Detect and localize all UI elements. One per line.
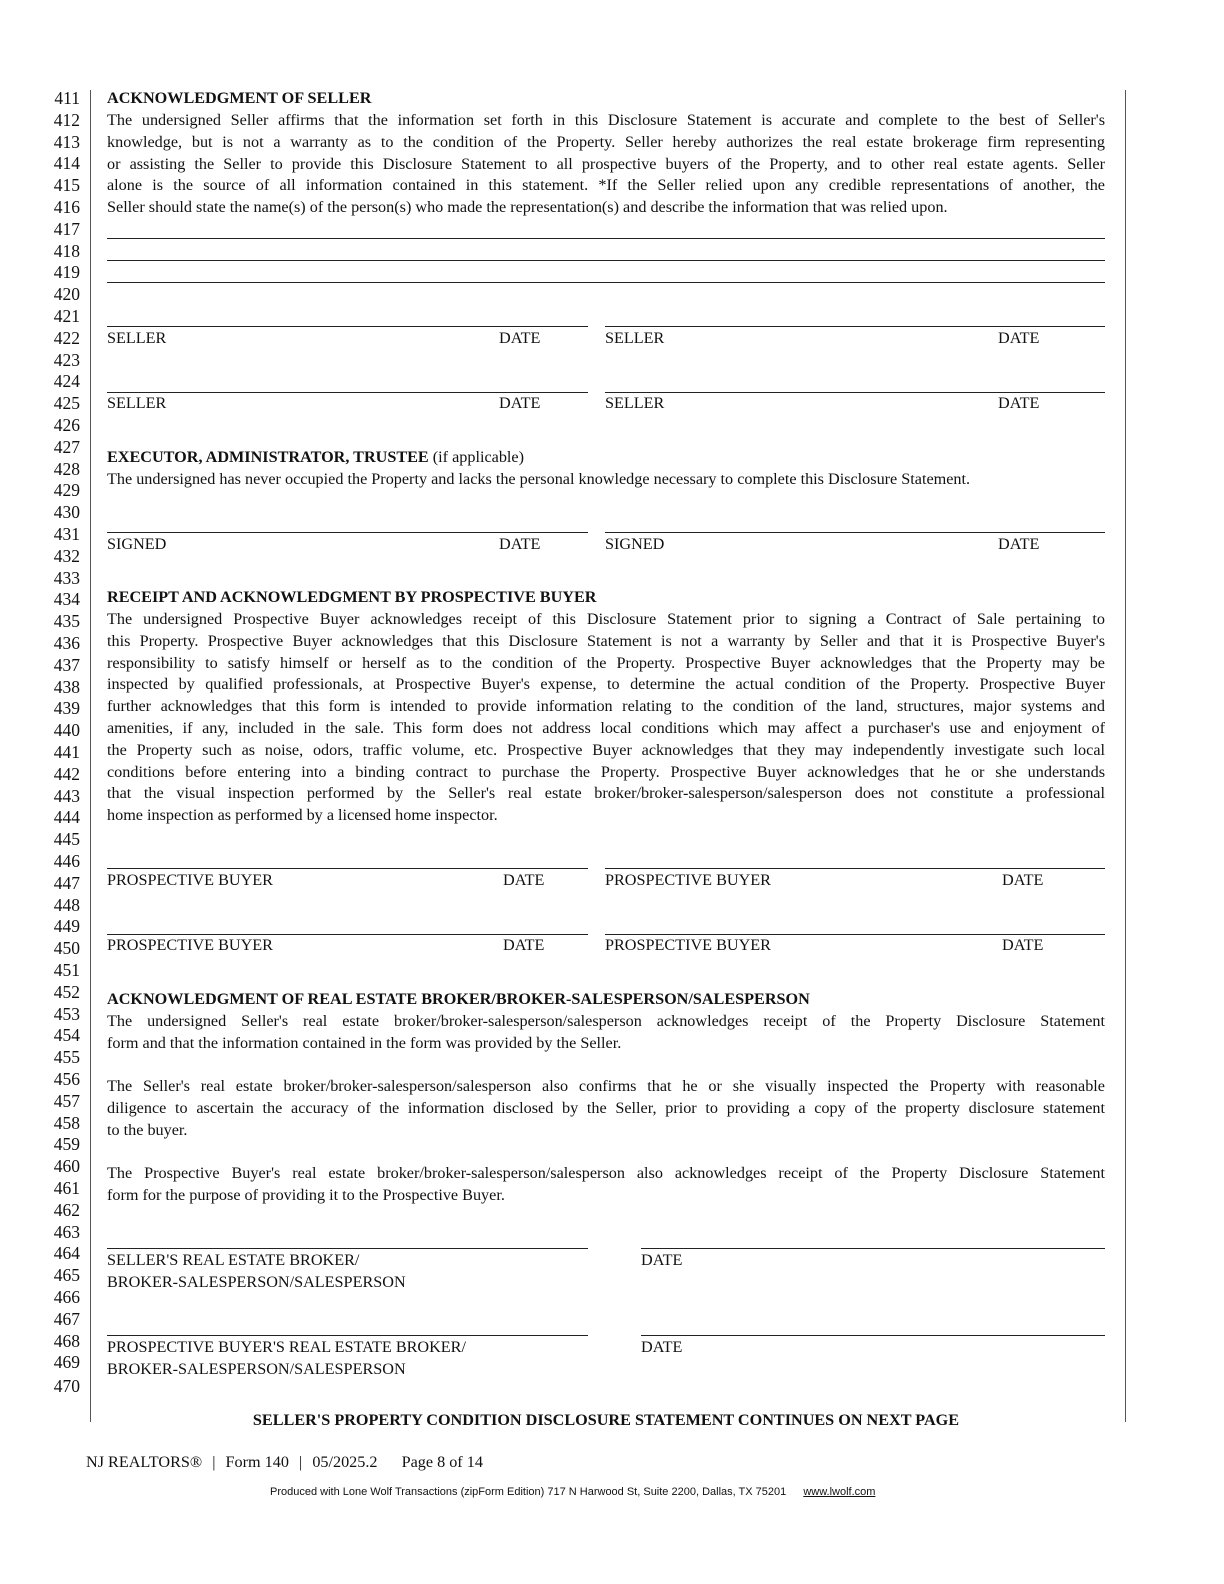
line-number: 425 (53, 393, 80, 414)
signed-label: SIGNED (107, 535, 167, 553)
text-line: further acknowledges that this form is intended to provide information relating to the condition of the land, structures, major systems and (107, 697, 1105, 716)
line-number: 452 (53, 981, 80, 1002)
seller-broker-date-line[interactable] (641, 1248, 1105, 1249)
date-label: DATE (1002, 871, 1044, 889)
line-number: 447 (53, 872, 80, 893)
line-number: 434 (53, 589, 80, 610)
seller-signature-line[interactable] (107, 326, 588, 327)
line-number: 450 (53, 938, 80, 959)
line-number: 420 (53, 284, 80, 305)
representation-line[interactable] (107, 260, 1105, 261)
signed-label: SIGNED (605, 535, 665, 553)
line-number: 417 (53, 218, 80, 239)
buyer-broker-label-line1: PROSPECTIVE BUYER'S REAL ESTATE BROKER/ (107, 1338, 466, 1356)
line-number: 411 (54, 88, 80, 108)
seller-ack-text (107, 110, 1105, 219)
line-number: 433 (53, 567, 80, 588)
seller-label: SELLER (605, 329, 665, 347)
seller-broker-signature-line[interactable] (107, 1248, 588, 1249)
line-number: 449 (53, 916, 80, 937)
line-number: 446 (53, 851, 80, 871)
prospective-buyer-label: PROSPECTIVE BUYER (107, 936, 273, 954)
line-number: 454 (53, 1025, 80, 1046)
text-line: home inspection as performed by a licensed home inspector. (107, 806, 498, 825)
line-number: 470 (53, 1376, 80, 1397)
footer-separator: | (212, 1453, 216, 1471)
line-number: 418 (53, 240, 80, 261)
date-label: DATE (1002, 936, 1044, 954)
representation-line[interactable] (107, 238, 1105, 239)
line-number: 448 (53, 894, 80, 915)
text-line: alone is the source of all information contained in this statement. *If the Seller relied upon any credible representations of another, the (107, 176, 1105, 195)
line-number: 429 (53, 480, 80, 501)
date-label: DATE (499, 329, 541, 347)
line-number: 444 (53, 807, 80, 828)
line-number: 456 (53, 1069, 80, 1089)
line-number: 416 (53, 197, 80, 217)
line-number: 412 (53, 109, 80, 130)
line-number: 451 (53, 960, 80, 980)
line-number: 426 (53, 415, 80, 435)
broker-ack-p2 (107, 1076, 1105, 1141)
line-number: 436 (53, 633, 80, 653)
executor-heading (107, 447, 524, 469)
left-margin-bar (90, 90, 91, 1422)
seller-label: SELLER (605, 394, 665, 412)
footer-form-info (86, 1453, 489, 1472)
line-number: 466 (53, 1287, 80, 1307)
line-number: 422 (53, 327, 80, 348)
line-number: 467 (53, 1308, 80, 1329)
line-number: 453 (53, 1003, 80, 1024)
executor-heading-title: EXECUTOR, ADMINISTRATOR, TRUSTEE (107, 448, 429, 466)
buyer-broker-date-line[interactable] (641, 1335, 1105, 1336)
footer-page: Page 8 of 14 (401, 1453, 483, 1471)
buyer-signature-line[interactable] (107, 868, 588, 869)
text-line: knowledge, but is not a warranty as to the condition of the Property. Seller hereby authorizes the real estate brokerage firm representing (107, 132, 1105, 151)
text-line: The Prospective Buyer's real estate broker/broker-salesperson/salesperson also acknowledges receipt of the Property Disclosure Statement (107, 1164, 1105, 1182)
footer-website-link[interactable]: www.lwolf.com (803, 1486, 876, 1498)
continues-note: SELLER'S PROPERTY CONDITION DISCLOSURE STATEMENT CONTINUES ON NEXT PAGE (252, 1411, 960, 1429)
footer-version: 05/2025.2 (312, 1453, 378, 1471)
seller-label: SELLER (107, 329, 167, 347)
seller-ack-heading: ACKNOWLEDGMENT OF SELLER (107, 89, 372, 107)
prospective-buyer-label: PROSPECTIVE BUYER (107, 871, 273, 889)
line-number: 427 (53, 436, 80, 457)
line-number: 413 (53, 131, 80, 152)
prospective-buyer-label: PROSPECTIVE BUYER (605, 936, 771, 954)
buyer-broker-label-line2: BROKER-SALESPERSON/SALESPERSON (107, 1360, 406, 1378)
line-number: 441 (53, 742, 80, 762)
line-number: 415 (53, 175, 80, 196)
right-margin-bar (1125, 90, 1126, 1422)
line-number: 438 (53, 676, 80, 697)
date-label: DATE (998, 329, 1040, 347)
broker-ack-p3 (107, 1163, 1105, 1207)
line-number: 442 (53, 763, 80, 784)
line-number: 469 (53, 1352, 80, 1373)
date-label: DATE (998, 394, 1040, 412)
line-number: 443 (53, 785, 80, 806)
representation-line[interactable] (107, 282, 1105, 283)
line-number: 465 (53, 1265, 80, 1286)
seller-label: SELLER (107, 394, 167, 412)
text-line: or assisting the Seller to provide this Disclosure Statement to all prospective buyers of the Property, and to other real estate agents. Seller (107, 154, 1105, 173)
line-number: 437 (53, 654, 80, 675)
buyer-ack-heading: RECEIPT AND ACKNOWLEDGMENT BY PROSPECTIVE BUYER (107, 588, 597, 606)
text-line: conditions before entering into a binding contract to purchase the Property. Prospective Buyer acknowledges that he or she understands (107, 762, 1105, 781)
text-line: The undersigned Seller's real estate broker/broker-salesperson/salesperson acknowledges receipt of the Property Disclosure Statement (107, 1012, 1105, 1030)
text-line: this Property. Prospective Buyer acknowledges that this Disclosure Statement is not a warranty by Seller and that it is Prospective Buyer's (107, 631, 1105, 650)
text-line: to the buyer. (107, 1120, 188, 1139)
line-number: 458 (53, 1112, 80, 1133)
text-line: Seller should state the name(s) of the person(s) who made the representation(s) and describe the information that was relied upon. (107, 198, 948, 217)
text-line: The undersigned Seller affirms that the information set forth in this Disclosure Statement is accurate and complete to the best of Seller's (107, 111, 1105, 129)
line-number: 459 (53, 1134, 80, 1155)
text-line: The undersigned Prospective Buyer acknowledges receipt of this Disclosure Statement prior to signing a Contract of Sale pertaining to (107, 610, 1105, 628)
date-label: DATE (641, 1338, 683, 1356)
line-number: 445 (53, 829, 80, 850)
line-number: 461 (53, 1178, 80, 1198)
line-number: 432 (53, 545, 80, 566)
broker-ack-heading: ACKNOWLEDGMENT OF REAL ESTATE BROKER/BROKER-SALESPERSON/SALESPERSON (107, 990, 810, 1008)
text-line: diligence to ascertain the accuracy of the information disclosed by the Seller, prior to providing a copy of the property disclosure statement (107, 1098, 1105, 1117)
executor-text: The undersigned has never occupied the Property and lacks the personal knowledge necessary to complete this Disclosure Statement. (107, 470, 971, 488)
line-number: 431 (53, 524, 80, 544)
executor-signature-line[interactable] (605, 532, 1105, 533)
text-line: inspected by qualified professionals, at Prospective Buyer's expense, to determine the actual condition of the Property. Prospective Buyer (107, 675, 1105, 694)
footer-produced-with (270, 1486, 875, 1498)
footer-produced-text: Produced with Lone Wolf Transactions (zipForm Edition) 717 N Harwood St, Suite 2200, Dallas, TX 75201 (270, 1486, 787, 1498)
text-line: form and that the information contained in the form was provided by the Seller. (107, 1033, 622, 1052)
line-number: 440 (53, 720, 80, 741)
footer-separator: | (299, 1453, 303, 1471)
line-number: 462 (53, 1199, 80, 1220)
text-line: amenities, if any, included in the sale. This form does not address local conditions which may affect a purchaser's use and enjoyment of (107, 718, 1105, 737)
executor-heading-note: (if applicable) (432, 448, 525, 466)
line-number: 430 (53, 502, 80, 523)
date-label: DATE (641, 1251, 683, 1269)
text-line: The Seller's real estate broker/broker-salesperson/salesperson also confirms that he or she visually inspected the Property with reasonable (107, 1077, 1105, 1095)
text-line: responsibility to satisfy himself or herself as to the condition of the Property. Prospective Buyer acknowledges that the Property may be (107, 653, 1105, 672)
footer-org: NJ REALTORS® (86, 1453, 203, 1471)
buyer-signature-line[interactable] (605, 868, 1105, 869)
line-number: 457 (53, 1090, 80, 1111)
date-label: DATE (499, 535, 541, 553)
line-number: 428 (53, 458, 80, 479)
buyer-broker-signature-line[interactable] (107, 1335, 588, 1336)
date-label: DATE (503, 871, 545, 889)
line-number: 423 (53, 349, 80, 370)
executor-signature-line[interactable] (107, 532, 588, 533)
buyer-ack-text (107, 609, 1105, 827)
line-number: 419 (53, 262, 80, 283)
line-number: 435 (53, 611, 80, 632)
line-number: 424 (53, 371, 80, 392)
line-number: 421 (53, 306, 80, 326)
broker-ack-p1 (107, 1011, 1105, 1055)
footer-form: Form 140 (225, 1453, 289, 1471)
line-number: 414 (53, 153, 80, 174)
text-line: form for the purpose of providing it to the Prospective Buyer. (107, 1185, 505, 1204)
line-number: 468 (53, 1330, 80, 1351)
line-number: 455 (53, 1047, 80, 1068)
date-label: DATE (503, 936, 545, 954)
seller-broker-label-line2: BROKER-SALESPERSON/SALESPERSON (107, 1273, 406, 1291)
seller-broker-label-line1: SELLER'S REAL ESTATE BROKER/ (107, 1251, 360, 1269)
date-label: DATE (998, 535, 1040, 553)
prospective-buyer-label: PROSPECTIVE BUYER (605, 871, 771, 889)
text-line: that the visual inspection performed by the Seller's real estate broker/broker-salesperson/salesperson does not constitute a professional (107, 784, 1105, 803)
line-number: 460 (53, 1156, 80, 1177)
date-label: DATE (499, 394, 541, 412)
line-number: 439 (53, 698, 80, 719)
line-number: 463 (53, 1221, 80, 1242)
text-line: the Property such as noise, odors, traffic volume, etc. Prospective Buyer acknowledges that they may independently investigate such local (107, 740, 1105, 759)
seller-signature-line[interactable] (605, 326, 1105, 327)
line-number: 464 (53, 1243, 80, 1264)
